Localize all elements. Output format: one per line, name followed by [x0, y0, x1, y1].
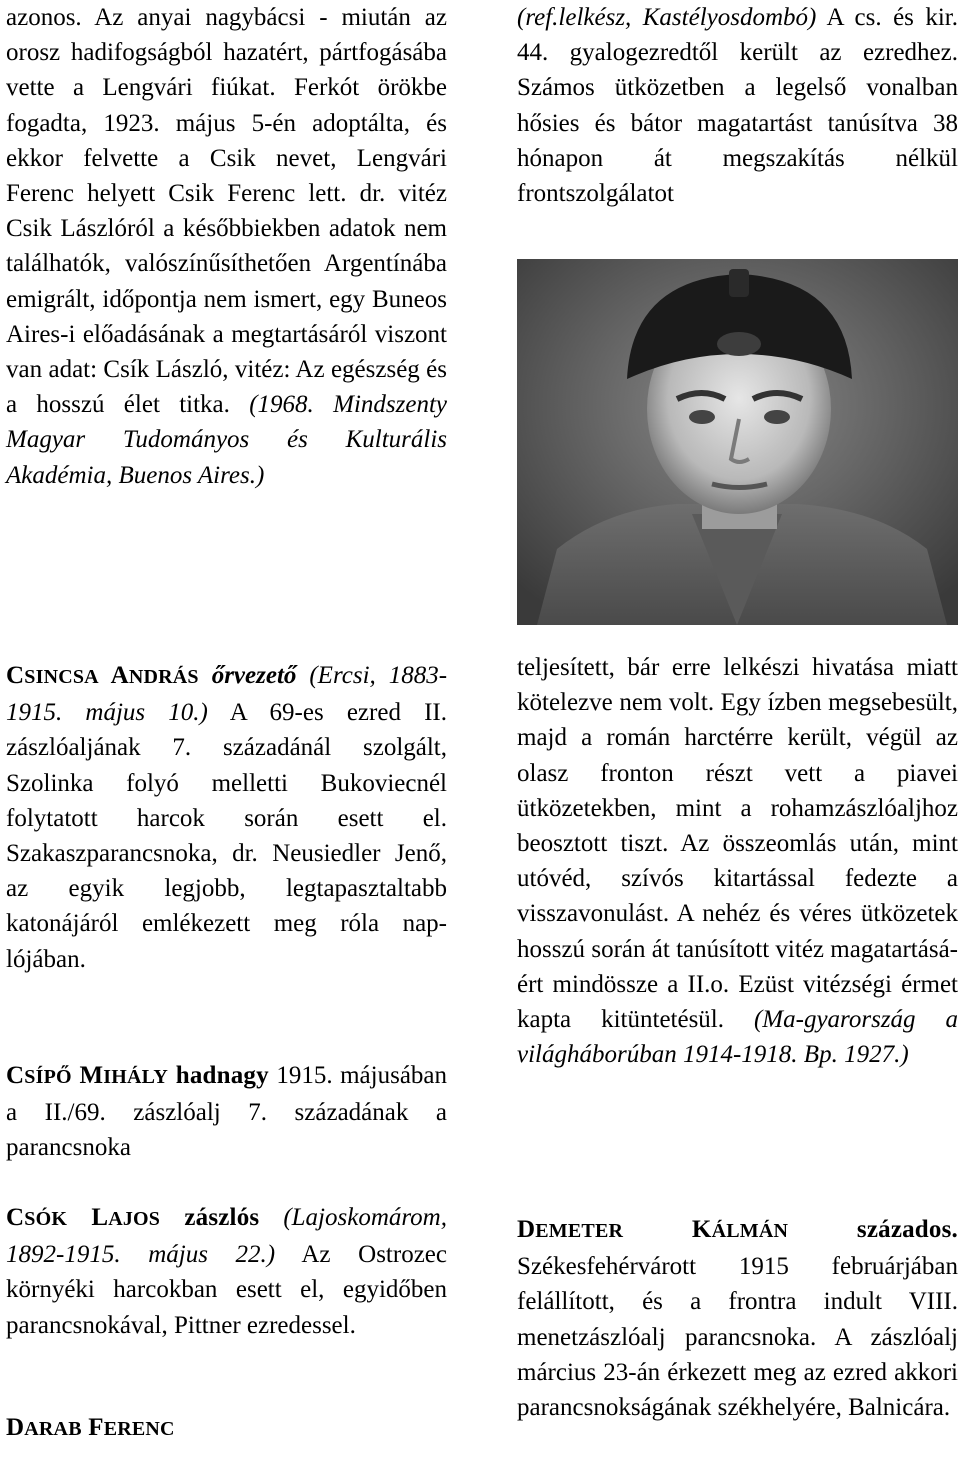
entry-csipo — [6, 1058, 447, 1166]
entry-text: A 69-es ezred II. zászlóaljának 7. századánál szolgált, Szolinka folyó melletti Bukoviecnél folytatott harcok során esett el. Szakaszparancsnoka, dr. Neusiedler Jenő, az egyik legjobb, legtapasztaltabb katonájáról emlékezett meg róla nap-lójában. — [6, 699, 448, 973]
entry-rank: zászlós — [184, 1204, 260, 1231]
right-middle-paragraph — [517, 650, 958, 1072]
entry-name: DEMETER KÁLMÁN százados. — [517, 1216, 958, 1243]
entry-csok — [6, 1200, 447, 1343]
intro-text: azonos. Az anyai nagybácsi - miután az orosz hadifogságból hazatért, pártfogásába vette a Lengvári fiúkat. Ferkót örökbe fogadta, 1923. május 5-én adoptálta, és ekkor felvette a Csik nevet, Lengvári Ferenc helyett Csik Ferenc lett. dr. vitéz Csik Lászlóról a későbbiekben adatok nem találhatók, valószínűsíthetően Argentínába emigrált, időpontja nem ismert, egy Buneos Aires-i előadásának a megtartásáról viszont van adat: Csík László, vitéz: Az egészség és a hosszú élet titka. — [6, 4, 447, 419]
entry-name: CSÓK LAJOS zászlós — [6, 1204, 260, 1231]
entry-text: Székesfehérvárott 1915 februárjában felállított, és a frontra indult VIII. menetzászlóalj parancsnoka. A zászlóalj március 23-án érkezett meg az ezred akkori parancsnokságának székhelyére, Balnicára. — [517, 1253, 958, 1422]
entry-darab — [6, 1410, 447, 1447]
top-text: A cs. és kir. 44. gyalogezredtől került az ezredhez. Számos ütközetben a legelső vonalban hősies és bátor magatartást tanúsítva 38 hónapon át megszakítás nélkül frontszolgálatot — [517, 4, 959, 208]
entry-text: 1915. májusában a II./69. zászlóalj 7. századának a parancsnoka — [6, 1062, 448, 1162]
soldier-portrait-image — [517, 259, 958, 625]
entry-rank: őrvezető — [211, 662, 297, 689]
entry-rank: hadnagy — [175, 1062, 269, 1089]
entry-name: CSÍPŐ MIHÁLY hadnagy — [6, 1062, 269, 1089]
portrait-photo — [517, 259, 958, 625]
right-top-paragraph — [517, 0, 958, 211]
entry-rank: százados. — [856, 1216, 958, 1243]
entry-csincsa — [6, 658, 447, 977]
middle-source: (Ma-gyarország a világháborúban 1914-1918. Bp. 1927.) — [517, 1006, 959, 1069]
intro-paragraph — [6, 0, 447, 493]
entry-dates: (Lajoskomárom, 1892-1915. május 22.) — [6, 1204, 447, 1269]
entry-demeter — [517, 1212, 958, 1425]
entry-text: Az Ostrozec környéki harcokban esett el, egyidőben parancsnokával, Pittner ezredessel. — [6, 1241, 447, 1339]
entry-name: DARAB FERENC — [6, 1414, 175, 1441]
intro-source: (1968. Mindszenty Magyar Tudományos és Kulturális Akadémia, Buenos Aires.) — [6, 391, 448, 489]
middle-text: teljesített, bár erre lelkészi hivatása miatt kötelezve nem volt. Egy ízben megsebesült, majd a román harctérre került, végül az olasz fronton részt vett a piavei ütközetekben, mint a rohamzászlóaljhoz beosztott tiszt. Az összeomlás után, mint utóvéd, szívós kitartással fedezte a visszavonulást. A nehéz és véres ütközetek hosszú során át tanúsított vitéz magatartásá-ért mindössze a II.o. Ezüst vitézségi érmet kapta kitüntetésül. — [517, 654, 958, 1034]
entry-dates: (Ercsi, 1883-1915. május 10.) — [6, 662, 448, 727]
entry-name: CSINCSA ANDRÁS — [6, 662, 199, 689]
top-source: (ref.lelkész, Kastélyosdombó) — [517, 4, 817, 31]
